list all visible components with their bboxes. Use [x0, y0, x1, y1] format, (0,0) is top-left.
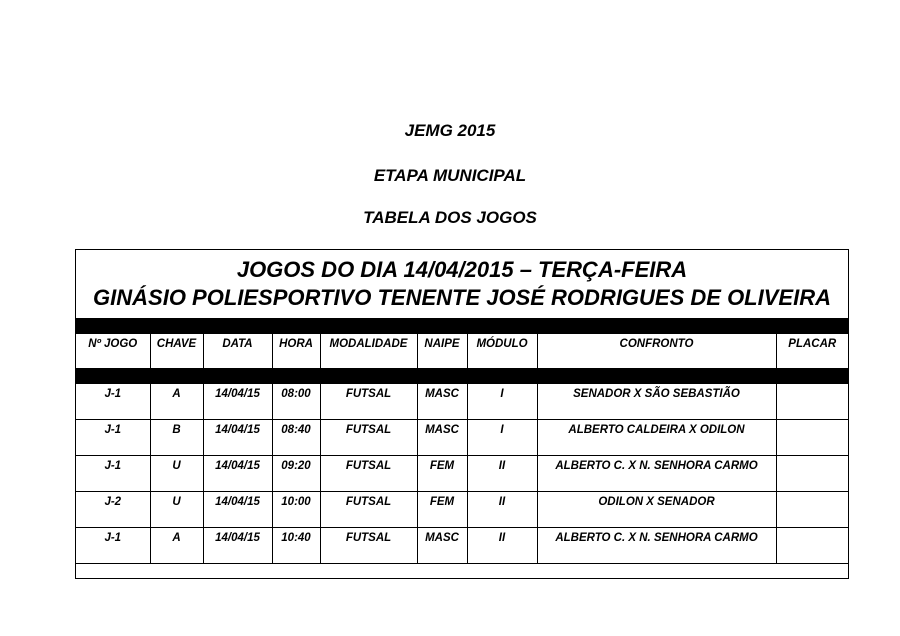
- col-header-hora: HORA: [272, 334, 320, 369]
- cell-hora: 09:20: [272, 456, 320, 492]
- cell-confronto: ODILON X SENADOR: [537, 492, 776, 528]
- cell-placar: [776, 420, 848, 456]
- cell-placar: [776, 528, 848, 564]
- black-separator-bar: [76, 318, 848, 334]
- cell-naipe: FEM: [417, 456, 467, 492]
- cell-placar: [776, 492, 848, 528]
- cell-data: 14/04/15: [203, 528, 272, 564]
- col-header-confronto: CONFRONTO: [537, 334, 776, 369]
- cell-naipe: MASC: [417, 384, 467, 420]
- table-row: [76, 528, 848, 564]
- col-header-chave: CHAVE: [150, 334, 203, 369]
- col-header-jogo: Nº JOGO: [76, 334, 150, 369]
- sheet-title-venue: GINÁSIO POLIESPORTIVO TENENTE JOSÉ RODRIGUES DE OLIVEIRA: [93, 285, 831, 310]
- table-row: [76, 492, 848, 528]
- games-sheet: [75, 249, 849, 579]
- cell-confronto: SENADOR X SÃO SEBASTIÃO: [537, 384, 776, 420]
- table-header-row: [76, 334, 848, 369]
- table-row: [76, 456, 848, 492]
- cell-confronto: ALBERTO C. X N. SENHORA CARMO: [537, 456, 776, 492]
- table-row: [76, 420, 848, 456]
- cell-jogo: J-1: [76, 420, 150, 456]
- cell-hora: 08:00: [272, 384, 320, 420]
- cell-jogo: J-2: [76, 492, 150, 528]
- cell-chave: A: [150, 384, 203, 420]
- cell-modalidade: FUTSAL: [320, 528, 417, 564]
- cell-jogo: J-1: [76, 384, 150, 420]
- separator-cell: [76, 369, 848, 384]
- cell-chave: B: [150, 420, 203, 456]
- col-header-modalidade: MODALIDADE: [320, 334, 417, 369]
- sheet-title-block: [76, 250, 848, 318]
- cell-modulo: I: [467, 384, 537, 420]
- cell-placar: [776, 384, 848, 420]
- heading-jemg: JEMG 2015: [404, 121, 496, 140]
- cell-modalidade: FUTSAL: [320, 420, 417, 456]
- cell-chave: U: [150, 492, 203, 528]
- cell-modulo: II: [467, 456, 537, 492]
- heading-tabela: TABELA DOS JOGOS: [363, 208, 537, 227]
- cell-modulo: I: [467, 420, 537, 456]
- cell-jogo: J-1: [76, 456, 150, 492]
- table-separator-row: [76, 369, 848, 384]
- cell-modalidade: FUTSAL: [320, 456, 417, 492]
- col-header-modulo: MÓDULO: [467, 334, 537, 369]
- cell-data: 14/04/15: [203, 456, 272, 492]
- cell-modulo: II: [467, 528, 537, 564]
- table-row: [76, 384, 848, 420]
- cell-jogo: J-1: [76, 528, 150, 564]
- cell-naipe: MASC: [417, 420, 467, 456]
- heading-etapa: ETAPA MUNICIPAL: [373, 166, 527, 185]
- cell-modalidade: FUTSAL: [320, 492, 417, 528]
- col-header-data: DATA: [203, 334, 272, 369]
- cell-chave: A: [150, 528, 203, 564]
- cell-naipe: MASC: [417, 528, 467, 564]
- cell-data: 14/04/15: [203, 384, 272, 420]
- cell-naipe: FEM: [417, 492, 467, 528]
- cell-data: 14/04/15: [203, 420, 272, 456]
- cell-chave: U: [150, 456, 203, 492]
- sheet-title-date: JOGOS DO DIA 14/04/2015 – TERÇA-FEIRA: [236, 257, 688, 282]
- games-table: [76, 334, 848, 564]
- cell-hora: 08:40: [272, 420, 320, 456]
- cell-hora: 10:00: [272, 492, 320, 528]
- col-header-placar: PLACAR: [776, 334, 848, 369]
- col-header-naipe: NAIPE: [417, 334, 467, 369]
- cell-hora: 10:40: [272, 528, 320, 564]
- cell-confronto: ALBERTO C. X N. SENHORA CARMO: [537, 528, 776, 564]
- cell-placar: [776, 456, 848, 492]
- cell-modulo: II: [467, 492, 537, 528]
- cell-modalidade: FUTSAL: [320, 384, 417, 420]
- cell-data: 14/04/15: [203, 492, 272, 528]
- cell-confronto: ALBERTO CALDEIRA X ODILON: [537, 420, 776, 456]
